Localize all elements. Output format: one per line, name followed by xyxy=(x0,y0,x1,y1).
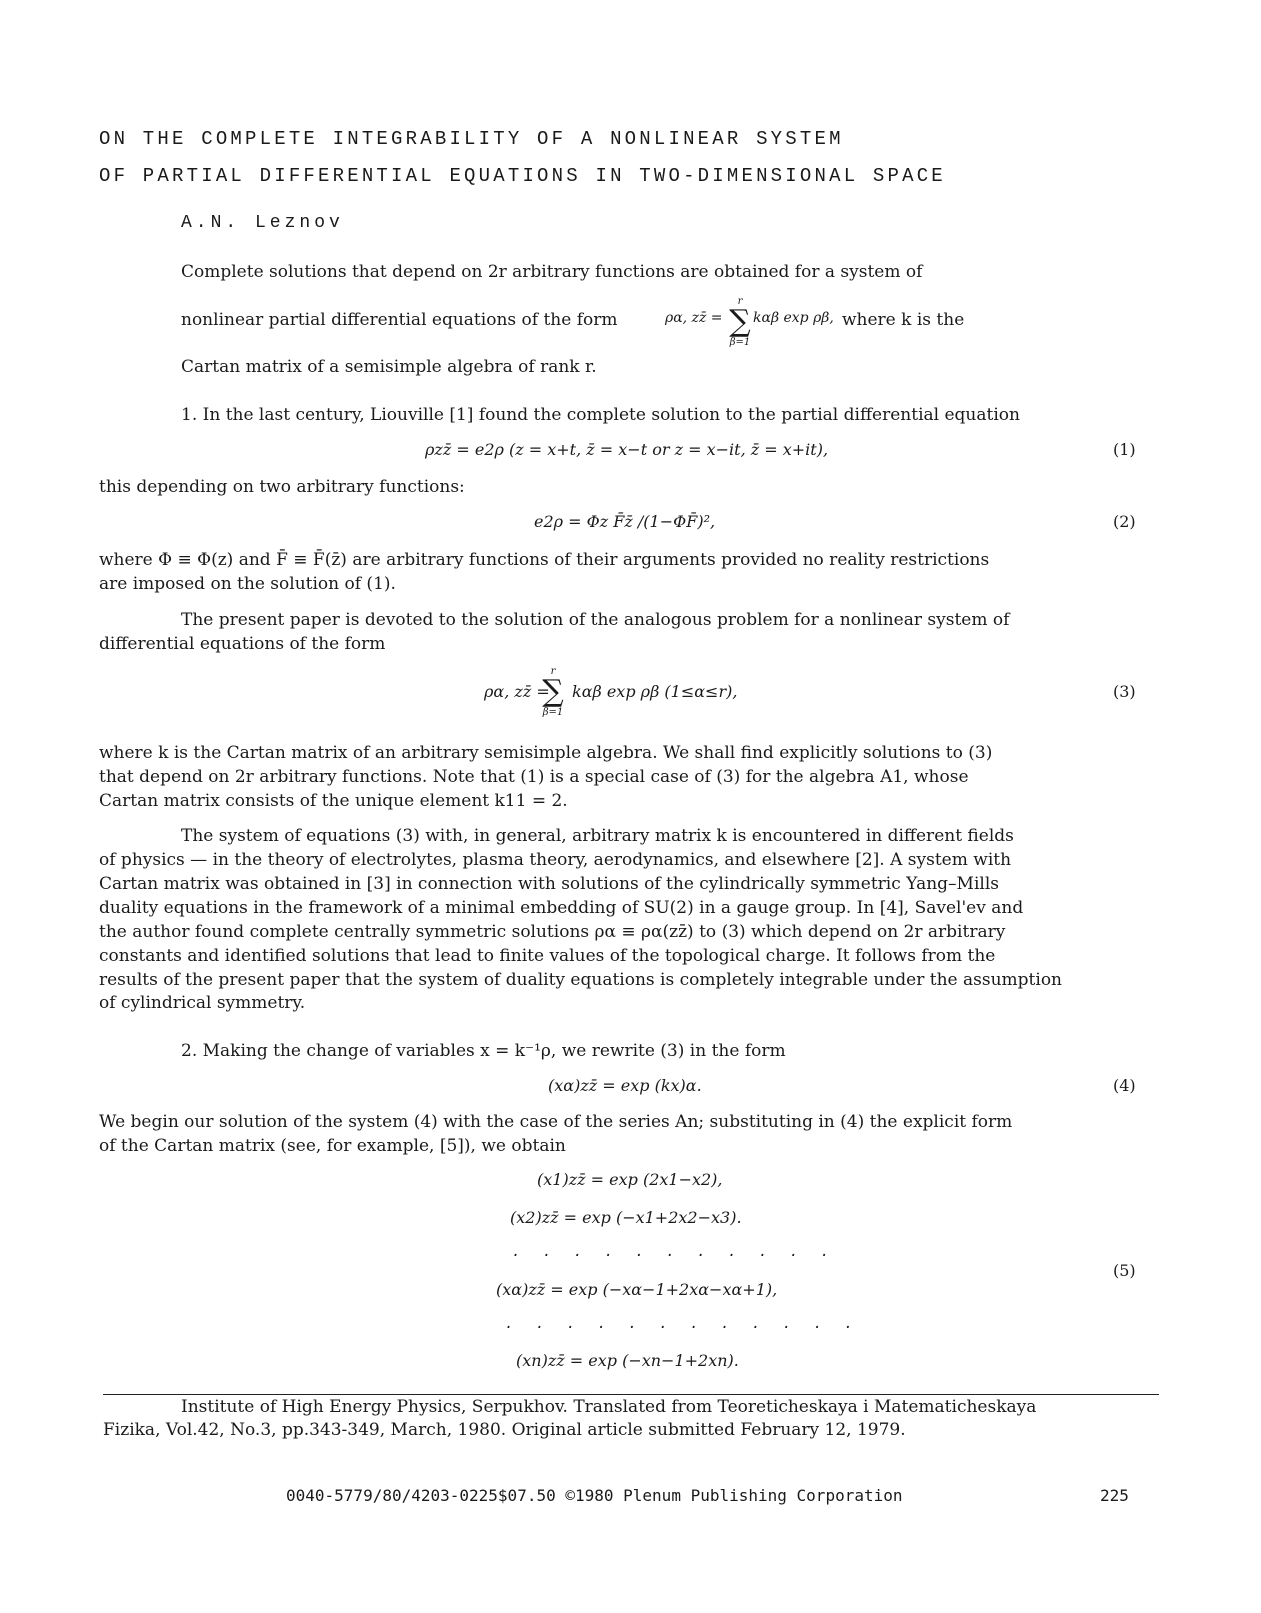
abstract-eq-rhs: kαβ exp ρβ, xyxy=(753,310,834,326)
eq1: ρzz̄ = e2ρ (z = x+t, z̄ = x−t or z = x−it, z̄ = x+it), xyxy=(425,440,829,459)
eq2-number: (2) xyxy=(1113,512,1136,531)
eq4: (xα)zz̄ = exp (kx)α. xyxy=(548,1076,702,1095)
where-line-1: where Φ ≡ Φ(z) and F̄ ≡ F̄(z̄) are arbitrary functions of their arguments provided no reality restrictions xyxy=(99,550,990,570)
eq3-sum xyxy=(540,666,566,718)
footnote-line-2: Fizika, Vol.42, No.3, pp.343-349, March, 1980. Original article submitted February 12, 1979. xyxy=(103,1420,906,1440)
eq5-line-2: (x2)zz̄ = exp (−x1+2x2−x3). xyxy=(510,1208,742,1227)
eq5-number: (5) xyxy=(1113,1261,1136,1280)
abstract-line-1: Complete solutions that depend on 2r arbitrary functions are obtained for a system of xyxy=(181,262,923,282)
present-line-1: The present paper is devoted to the solution of the analogous problem for a nonlinear system of xyxy=(181,610,1010,630)
phys-line-8: of cylindrical symmetry. xyxy=(99,993,306,1013)
eq3-number: (3) xyxy=(1113,682,1136,701)
begin-line-2: of the Cartan matrix (see, for example, [5]), we obtain xyxy=(99,1136,566,1156)
eq4-number: (4) xyxy=(1113,1076,1136,1095)
after3-line-2: that depend on 2r arbitrary functions. Note that (1) is a special case of (3) for the algebra A1, whose xyxy=(99,767,969,787)
phys-line-1: The system of equations (3) with, in general, arbitrary matrix k is encountered in different fields xyxy=(181,826,1014,846)
abstract-sum-lower: β=1 xyxy=(729,337,751,348)
eq1-number: (1) xyxy=(1113,440,1136,459)
page-number: 225 xyxy=(1100,1486,1129,1505)
sum-icon: ∑ xyxy=(542,674,564,709)
author: A.N. Leznov xyxy=(181,213,344,233)
abstract-line-3: Cartan matrix of a semisimple algebra of rank r. xyxy=(181,357,597,377)
abstract-line-2-pre: nonlinear partial differential equations of the form xyxy=(181,310,618,330)
abstract-eq-lhs: ρα, zz̄ = xyxy=(665,310,723,326)
phys-line-4: duality equations in the framework of a minimal embedding of SU(2) in a gauge group. In [4], Savel'ev and xyxy=(99,898,1024,918)
begin-line-1: We begin our solution of the system (4) with the case of the series An; substituting in (4) the explicit form xyxy=(99,1112,1013,1132)
footer-code: 0040-5779/80/4203-0225$07.50 ©1980 Plenum Publishing Corporation xyxy=(286,1486,903,1505)
present-line-2: differential equations of the form xyxy=(99,634,386,654)
title-line-1: ON THE COMPLETE INTEGRABILITY OF A NONLINEAR SYSTEM xyxy=(99,128,844,150)
after3-line-1: where k is the Cartan matrix of an arbitrary semisimple algebra. We shall find explicitly solutions to (3) xyxy=(99,743,993,763)
phys-line-6: constants and identified solutions that lead to finite values of the topological charge. It follows from the xyxy=(99,946,996,966)
sum-icon: ∑ xyxy=(729,304,751,339)
eq5-line-1: (x1)zz̄ = exp (2x1−x2), xyxy=(537,1170,723,1189)
phys-line-7: results of the present paper that the system of duality equations is completely integrable under the assumption xyxy=(99,970,1063,990)
abstract-sum xyxy=(728,296,752,348)
footnote-line-1: Institute of High Energy Physics, Serpukhov. Translated from Teoreticheskaya i Matematicheskaya xyxy=(181,1397,1037,1417)
eq3-sum-upper: r xyxy=(550,666,556,677)
footnote-rule-short xyxy=(103,1394,149,1395)
line-after-eq1: this depending on two arbitrary functions: xyxy=(99,477,465,497)
after3-line-3: Cartan matrix consists of the unique element k11 = 2. xyxy=(99,791,568,811)
phys-line-2: of physics — in the theory of electrolytes, plasma theory, aerodynamics, and elsewhere [2]. A system with xyxy=(99,850,1012,870)
abstract-sum-upper: r xyxy=(737,296,743,307)
eq5-line-4: (xn)zz̄ = exp (−xn−1+2xn). xyxy=(516,1351,739,1370)
abstract-line-2-post: where k is the xyxy=(842,310,965,330)
eq3-lhs: ρα, zz̄ = xyxy=(484,682,550,701)
eq5-line-3: (xα)zz̄ = exp (−xα−1+2xα−xα+1), xyxy=(496,1280,778,1299)
eq3-sum-lower: β=1 xyxy=(542,707,564,718)
eq5-dots-1: . . . . . . . . . . . xyxy=(512,1244,837,1260)
phys-line-5: the author found complete centrally symmetric solutions ρα ≡ ρα(zz̄) to (3) which depend on 2r arbitrary xyxy=(99,922,1006,942)
eq3-rhs: kαβ exp ρβ (1≤α≤r), xyxy=(572,682,738,701)
phys-line-3: Cartan matrix was obtained in [3] in connection with solutions of the cylindrically symmetric Yang–Mills xyxy=(99,874,999,894)
eq2: e2ρ = Φz F̄z̄ /(1−ΦF̄)², xyxy=(534,512,716,531)
eq5-dots-2: . . . . . . . . . . . . xyxy=(505,1316,860,1332)
where-line-2: are imposed on the solution of (1). xyxy=(99,574,396,594)
section2-intro: 2. Making the change of variables x = k⁻¹ρ, we rewrite (3) in the form xyxy=(181,1041,786,1061)
title-line-2: OF PARTIAL DIFFERENTIAL EQUATIONS IN TWO-DIMENSIONAL SPACE xyxy=(99,165,946,187)
section1-intro: 1. In the last century, Liouville [1] found the complete solution to the partial differential equation xyxy=(181,405,1020,425)
